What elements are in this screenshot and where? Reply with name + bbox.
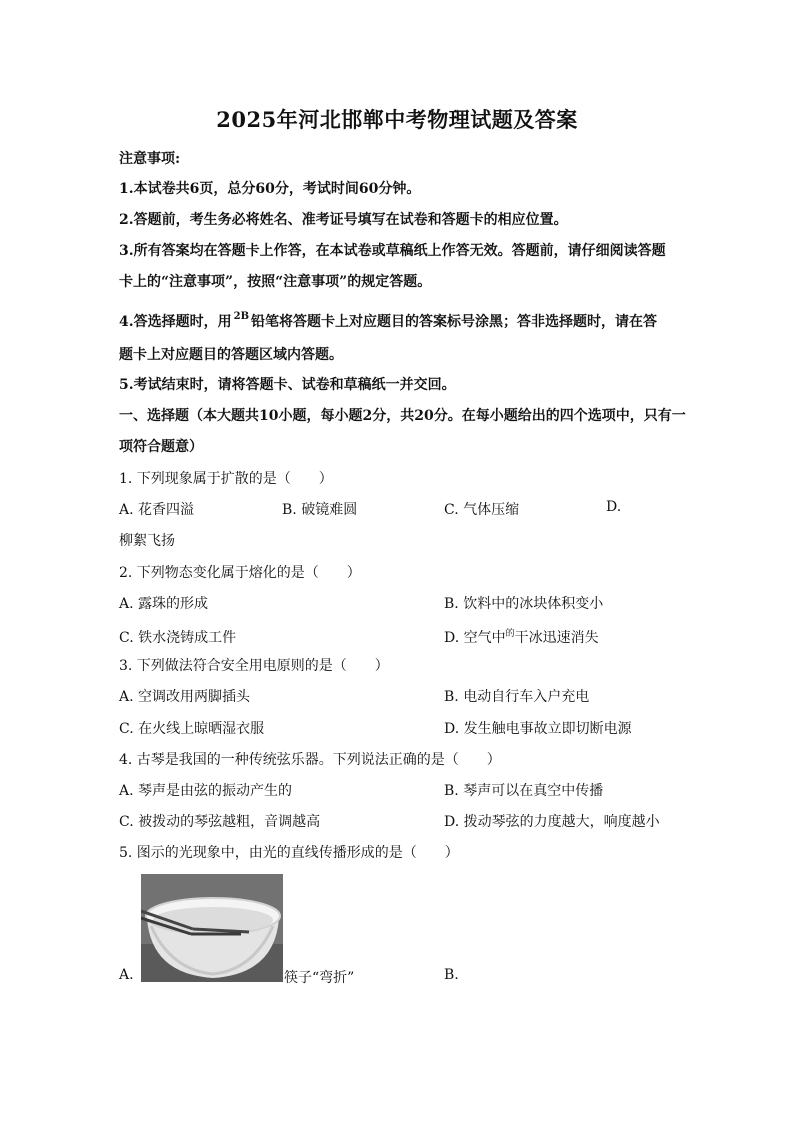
question-4-stem: 4. 古琴是我国的一种传统弦乐器。下列说法正确的是（ ） xyxy=(119,752,501,768)
question-1-option-a: A. 花香四溢 xyxy=(119,502,195,518)
notice-3-continued: 卡上的“注意事项”，按照“注意事项”的规定答题。 xyxy=(119,274,432,290)
question-2-option-d-before: D. 空气中 xyxy=(444,630,506,646)
notice-4 xyxy=(119,311,657,331)
question-2-option-b: B. 饮料中的冰块体积变小 xyxy=(444,596,604,612)
question-1-option-c: C. 气体压缩 xyxy=(444,502,520,518)
question-4-option-a: A. 琴声是由弦的振动产生的 xyxy=(119,783,293,799)
question-4-option-d: D. 拨动琴弦的力度越大，响度越小 xyxy=(444,814,660,830)
question-4-option-b: B. 琴声可以在真空中传播 xyxy=(444,783,604,799)
notice-2: 2.答题前，考生务必将姓名、准考证号填写在试卷和答题卡的相应位置。 xyxy=(119,212,568,228)
question-3-option-a: A. 空调改用两脚插头 xyxy=(119,689,251,705)
notice-4-after: 铅笔将答题卡上对应题目的答案标号涂黑；答非选择题时，请在答 xyxy=(251,314,658,330)
notice-4-before: 4.答选择题时，用 xyxy=(119,314,232,330)
question-2-stem: 2. 下列物态变化属于熔化的是（ ） xyxy=(119,565,361,581)
question-3-option-b: B. 电动自行车入户充电 xyxy=(444,689,590,705)
question-5-option-a-label: A. xyxy=(119,967,134,983)
question-2-option-c: C. 铁水浇铸成工件 xyxy=(119,630,237,646)
question-1-option-b: B. 破镜难圆 xyxy=(282,502,358,518)
question-2-option-d-after: 干冰迅速消失 xyxy=(514,630,599,646)
notice-3: 3.所有答案均在答题卡上作答，在本试卷或草稿纸上作答无效。答题前，请仔细阅读答题 xyxy=(119,243,666,259)
question-2-option-d xyxy=(444,627,599,647)
page-title: 2025年河北邯郸中考物理试题及答案 xyxy=(216,107,578,132)
notice-4-pencil-grade: 2B xyxy=(233,311,250,322)
question-5-option-a-caption: 筷子“弯折” xyxy=(284,970,355,986)
question-3-stem: 3. 下列做法符合安全用电原则的是（ ） xyxy=(119,658,389,674)
question-2-option-a: A. 露珠的形成 xyxy=(119,596,209,612)
notice-5: 5.考试结束时，请将答题卡、试卷和草稿纸一并交回。 xyxy=(119,377,456,393)
question-1-option-d: D. xyxy=(606,499,622,515)
question-1-option-d-text: 柳絮飞扬 xyxy=(119,533,175,549)
notice-header: 注意事项: xyxy=(119,151,181,167)
section-title: 一、选择题（本大题共10小题，每小题2分，共20分。在每小题给出的四个选项中，只有一 xyxy=(119,408,686,424)
bowl-with-chopsticks-image xyxy=(141,874,283,982)
notice-1: 1.本试卷共6页，总分60分，考试时间60分钟。 xyxy=(119,181,421,197)
section-title-continued: 项符合题意） xyxy=(119,439,203,455)
question-3-option-d: D. 发生触电事故立即切断电源 xyxy=(444,721,632,737)
question-5-stem: 5. 图示的光现象中，由光的直线传播形成的是（ ） xyxy=(119,845,459,861)
question-5-option-b-label: B. xyxy=(444,967,459,983)
question-2-option-d-sup: 的 xyxy=(505,629,515,639)
question-3-option-c: C. 在火线上晾晒湿衣服 xyxy=(119,721,265,737)
question-4-option-c: C. 被拨动的琴弦越粗，音调越高 xyxy=(119,814,321,830)
notice-4-continued: 题卡上对应题目的答题区域内答题。 xyxy=(119,347,343,363)
bowl-chopsticks-photo xyxy=(141,874,283,982)
question-1-stem: 1. 下列现象属于扩散的是（ ） xyxy=(119,471,333,487)
